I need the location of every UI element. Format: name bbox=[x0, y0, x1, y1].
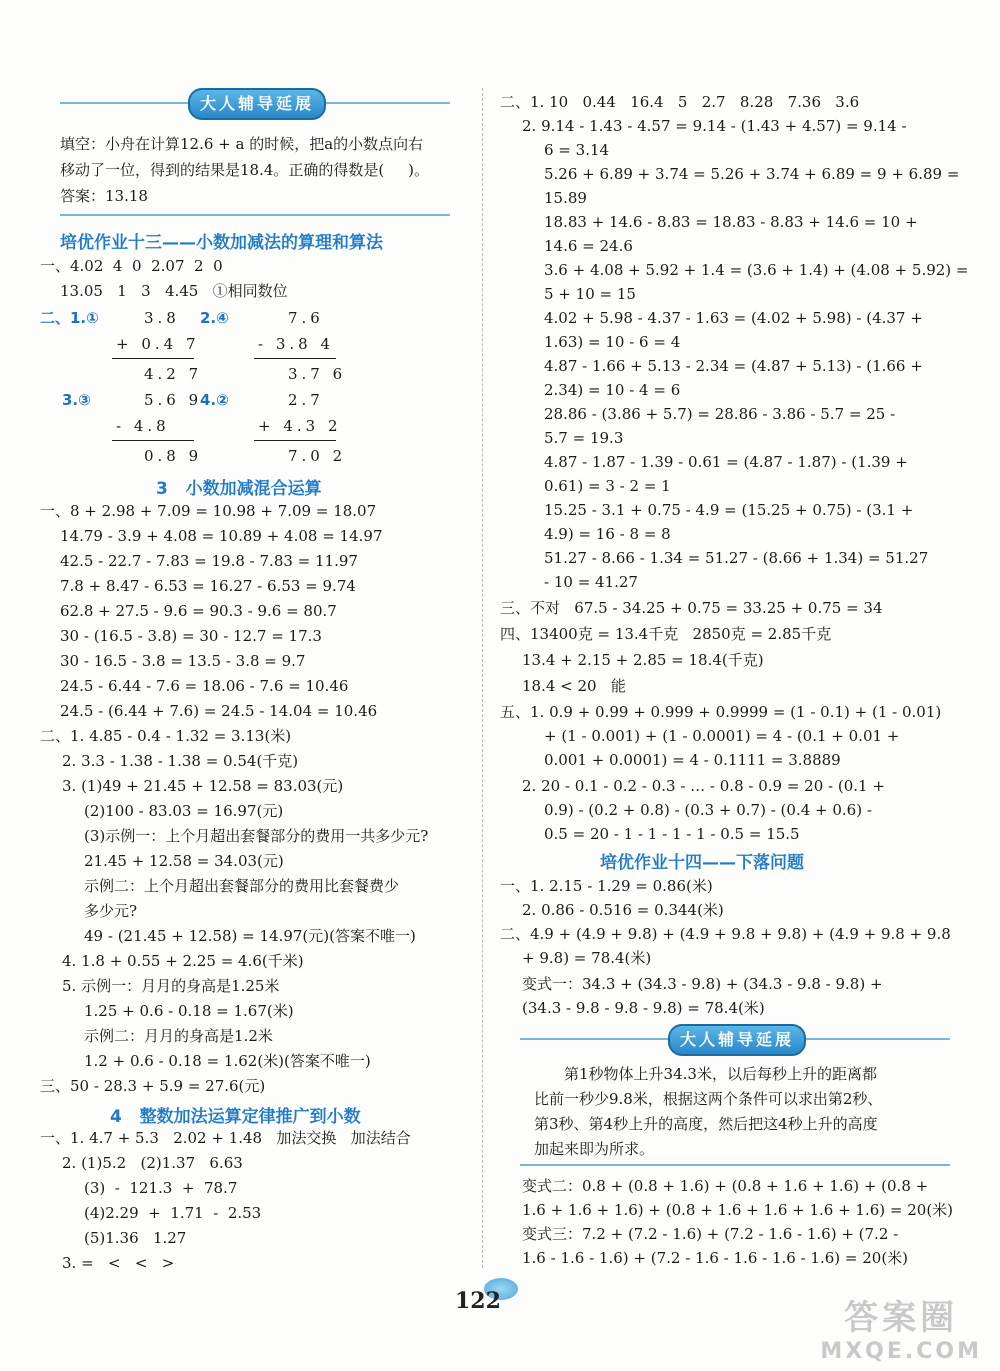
explanation-line: 加起来即为所求。 bbox=[534, 1140, 655, 1158]
answer-line: 2. 0.86 - 0.516 = 0.344(米) bbox=[522, 901, 724, 919]
answer-line: 5.7 = 19.3 bbox=[544, 429, 624, 447]
explanation-line: 比前一秒少9.8米，根据这两个条件可以求出第2秒、 bbox=[534, 1090, 883, 1108]
watermark-line1: 答案圈 bbox=[844, 1298, 959, 1338]
answer-line: (3) - 121.3 + 78.7 bbox=[84, 1179, 238, 1197]
answer-line: 62.8 + 27.5 - 9.6 = 90.3 - 9.6 = 80.7 bbox=[60, 602, 337, 620]
answer-line: 18.83 + 14.6 - 8.83 = 18.83 - 8.83 + 14.6 = 10 + bbox=[544, 213, 918, 231]
answer-line: - 10 = 41.27 bbox=[544, 573, 638, 591]
answer-line: 21.45 + 12.58 = 34.03(元) bbox=[84, 852, 284, 870]
answer-line: 3. = < < > bbox=[62, 1254, 175, 1272]
answer-line: (3)示例一：上个月超出套餐部分的费用一共多少元? bbox=[84, 827, 429, 845]
answer-line: 2.34) = 10 - 4 = 6 bbox=[544, 381, 681, 399]
answer-line: 30 - 16.5 - 3.8 = 13.5 - 3.8 = 9.7 bbox=[60, 652, 306, 670]
section-heading-13: 培优作业十三——小数加减法的算理和算法 bbox=[60, 233, 383, 253]
banner-title: 大人辅导延展 bbox=[668, 1024, 806, 1056]
answer-line: 三、50 - 28.3 + 5.9 = 27.6(元) bbox=[40, 1077, 266, 1095]
answer-line: + (1 - 0.001) + (1 - 0.0001) = 4 - (0.1 + 0.01 + bbox=[544, 727, 900, 745]
section-heading-14: 培优作业十四——下落问题 bbox=[600, 853, 804, 873]
variant-2-line: 1.6 + 1.6 + 1.6) + (0.8 + 1.6 + 1.6 + 1.6 + 1.6) = 20(米) bbox=[522, 1201, 954, 1219]
answer-line: 一、1. 2.15 - 1.29 = 0.86(米) bbox=[500, 877, 713, 895]
watermark bbox=[820, 1290, 982, 1364]
calc-rule bbox=[254, 440, 336, 441]
answer-line: 13.4 + 2.15 + 2.85 = 18.4(千克) bbox=[522, 651, 764, 669]
answer-line: 15.25 - 3.1 + 0.75 - 4.9 = (15.25 + 0.75) - (3.1 + bbox=[544, 501, 914, 519]
vertical-calc-result: 7.0 2 bbox=[288, 447, 347, 465]
answer-line: 一、8 + 2.98 + 7.09 = 10.98 + 7.09 = 18.07 bbox=[40, 502, 377, 520]
answer-line: 1.25 + 0.6 - 0.18 = 1.67(米) bbox=[84, 1002, 294, 1020]
parent-guide-banner bbox=[520, 1022, 950, 1056]
watermark-line2: MXQE.COM bbox=[820, 1339, 982, 1364]
answer-line: 5 + 10 = 15 bbox=[544, 285, 636, 303]
answer-line: 4.02 + 5.98 - 4.37 - 1.63 = (4.02 + 5.98) - (4.37 + bbox=[544, 309, 923, 327]
fill-answer: 答案：13.18 bbox=[60, 187, 148, 205]
fill-question-line2: 移动了一位，得到的结果是18.4。正确的得数是( )。 bbox=[60, 161, 429, 179]
answer-line: 一、4.02 4 0 2.07 2 0 bbox=[40, 257, 223, 275]
vertical-calc-operand: + 0.4 7 bbox=[116, 335, 200, 353]
question-tag: 4.② bbox=[200, 391, 229, 409]
answer-line: 1.2 + 0.6 - 0.18 = 1.62(米)(答案不唯一) bbox=[84, 1052, 371, 1070]
question-tag: 3.③ bbox=[62, 391, 91, 409]
answer-line: (4)2.29 + 1.71 - 2.53 bbox=[84, 1204, 262, 1222]
vertical-calc-top: 7.6 bbox=[288, 309, 324, 327]
answer-line: 14.6 = 24.6 bbox=[544, 237, 633, 255]
answer-line: 4.87 - 1.87 - 1.39 - 0.61 = (4.87 - 1.87) - (1.39 + bbox=[544, 453, 908, 471]
answer-line: 0.9) - (0.2 + 0.8) - (0.3 + 0.7) - (0.4 + 0.6) - bbox=[544, 801, 872, 819]
answer-line: 2. 9.14 - 1.43 - 4.57 = 9.14 - (1.43 + 4.57) = 9.14 - bbox=[522, 117, 907, 135]
answer-line: (5)1.36 1.27 bbox=[84, 1229, 187, 1247]
variant-2-line: 变式二：0.8 + (0.8 + 1.6) + (0.8 + 1.6 + 1.6) + (0.8 + bbox=[522, 1177, 929, 1195]
explanation-line: 第1秒物体上升34.3米，以后每秒上升的距离都 bbox=[564, 1065, 877, 1083]
page-number: 122 bbox=[455, 1288, 501, 1314]
vertical-calc-operand: - 4.8 bbox=[116, 417, 170, 435]
vertical-calc-result: 0.8 9 bbox=[144, 447, 203, 465]
answer-line: 2. (1)5.2 (2)1.37 6.63 bbox=[62, 1154, 243, 1172]
answer-line: 5. 示例一：月月的身高是1.25米 bbox=[62, 977, 280, 995]
vertical-calc-result: 4.2 7 bbox=[144, 365, 203, 383]
answer-line: 5.26 + 6.89 + 3.74 = 5.26 + 3.74 + 6.89 = 9 + 6.89 = bbox=[544, 165, 960, 183]
answer-line: 3.6 + 4.08 + 5.92 + 1.4 = (3.6 + 1.4) + (4.08 + 5.92) = bbox=[544, 261, 969, 279]
variant-1-line: (34.3 - 9.8 - 9.8 - 9.8) = 78.4(米) bbox=[522, 999, 765, 1017]
answer-line: 二、1. 4.85 - 0.4 - 1.32 = 3.13(米) bbox=[40, 727, 292, 745]
question-tag: 2.④ bbox=[200, 309, 229, 327]
answer-line: 42.5 - 22.7 - 7.83 = 19.8 - 7.83 = 11.97 bbox=[60, 552, 358, 570]
variant-1-line: 变式一：34.3 + (34.3 - 9.8) + (34.3 - 9.8 - 9.8) + bbox=[522, 975, 883, 993]
answer-line: 1.63) = 10 - 6 = 4 bbox=[544, 333, 681, 351]
question-tag: 二、1.① bbox=[40, 309, 99, 327]
section-heading-4: 4 整数加法运算定律推广到小数 bbox=[110, 1107, 361, 1127]
explanation-line: 第3秒、第4秒上升的高度，然后把这4秒上升的高度 bbox=[534, 1115, 878, 1133]
answer-line: 示例二：上个月超出套餐部分的费用比套餐费少 bbox=[84, 877, 400, 895]
banner-bottom-rule bbox=[520, 1164, 950, 1166]
answer-line: 0.5 = 20 - 1 - 1 - 1 - 1 - 0.5 = 15.5 bbox=[544, 825, 800, 843]
calc-rule bbox=[254, 358, 336, 359]
vertical-calc-operand: + 4.3 2 bbox=[258, 417, 342, 435]
calc-rule bbox=[112, 440, 194, 441]
answer-line: 2. 3.3 - 1.38 - 1.38 = 0.54(千克) bbox=[62, 752, 299, 770]
answer-line: (2)100 - 83.03 = 16.97(元) bbox=[84, 802, 284, 820]
fill-question-line1: 填空：小舟在计算12.6 + a 的时候，把a的小数点向右 bbox=[60, 135, 424, 153]
answer-line: 0.61) = 3 - 2 = 1 bbox=[544, 477, 671, 495]
vertical-calc-operand: - 3.8 4 bbox=[258, 335, 335, 353]
answer-line: 三、不对 67.5 - 34.25 + 0.75 = 33.25 + 0.75 = 34 bbox=[500, 599, 883, 617]
answer-line: 18.4 < 20 能 bbox=[522, 677, 626, 695]
answer-line: 2. 20 - 0.1 - 0.2 - 0.3 - … - 0.8 - 0.9 = 20 - (0.1 + bbox=[522, 777, 885, 795]
answer-line: 多少元? bbox=[84, 902, 138, 920]
answer-line: 6 = 3.14 bbox=[544, 141, 610, 159]
answer-line: 0.001 + 0.0001) = 4 - 0.1111 = 3.8889 bbox=[544, 751, 841, 769]
vertical-calc-result: 3.7 6 bbox=[288, 365, 347, 383]
section-heading-3: 3 小数加减混合运算 bbox=[156, 479, 322, 499]
answer-line: 24.5 - 6.44 - 7.6 = 18.06 - 7.6 = 10.46 bbox=[60, 677, 349, 695]
answer-line: 24.5 - (6.44 + 7.6) = 24.5 - 14.04 = 10.46 bbox=[60, 702, 378, 720]
variant-3-line: 1.6 - 1.6 - 1.6) + (7.2 - 1.6 - 1.6 - 1.6 - 1.6) = 20(米) bbox=[522, 1249, 909, 1267]
variant-3-line: 变式三：7.2 + (7.2 - 1.6) + (7.2 - 1.6 - 1.6) + (7.2 - bbox=[522, 1225, 899, 1243]
answer-line: 四、13400克 = 13.4千克 2850克 = 2.85千克 bbox=[500, 625, 832, 643]
answer-line: 4.9) = 16 - 8 = 8 bbox=[544, 525, 671, 543]
answer-line: 15.89 bbox=[544, 189, 587, 207]
banner-bottom-rule bbox=[60, 214, 450, 216]
calc-rule bbox=[112, 358, 194, 359]
banner-title: 大人辅导延展 bbox=[188, 88, 326, 120]
answer-line: 7.8 + 8.47 - 6.53 = 16.27 - 6.53 = 9.74 bbox=[60, 577, 356, 595]
vertical-calc-top: 2.7 bbox=[288, 391, 324, 409]
answer-line: 一、1. 4.7 + 5.3 2.02 + 1.48 加法交换 加法结合 bbox=[40, 1129, 411, 1147]
answer-line: 30 - (16.5 - 3.8) = 30 - 12.7 = 17.3 bbox=[60, 627, 322, 645]
answer-line: 3. (1)49 + 21.45 + 12.58 = 83.03(元) bbox=[62, 777, 344, 795]
answer-line: 二、1. 10 0.44 16.4 5 2.7 8.28 7.36 3.6 bbox=[500, 93, 860, 111]
answer-line: + 9.8) = 78.4(米) bbox=[522, 949, 652, 967]
answer-line: 二、4.9 + (4.9 + 9.8) + (4.9 + 9.8 + 9.8) + (4.9 + 9.8 + 9.8 bbox=[500, 925, 951, 943]
answer-line: 51.27 - 8.66 - 1.34 = 51.27 - (8.66 + 1.34) = 51.27 bbox=[544, 549, 929, 567]
answer-line: 14.79 - 3.9 + 4.08 = 10.89 + 4.08 = 14.97 bbox=[60, 527, 383, 545]
vertical-calc-top: 5.6 9 bbox=[144, 391, 203, 409]
parent-guide-banner bbox=[60, 86, 450, 120]
answer-line: 13.05 1 3 4.45 ①相同数位 bbox=[60, 282, 288, 300]
column-divider bbox=[482, 88, 483, 1268]
answer-line: 五、1. 0.9 + 0.99 + 0.999 + 0.9999 = (1 - 0.1) + (1 - 0.01) bbox=[500, 703, 942, 721]
answer-line: 28.86 - (3.86 + 5.7) = 28.86 - 3.86 - 5.7 = 25 - bbox=[544, 405, 896, 423]
answer-line: 4.87 - 1.66 + 5.13 - 2.34 = (4.87 + 5.13) - (1.66 + bbox=[544, 357, 923, 375]
vertical-calc-top: 3.8 bbox=[144, 309, 180, 327]
answer-line: 示例二：月月的身高是1.2米 bbox=[84, 1027, 273, 1045]
answer-line: 4. 1.8 + 0.55 + 2.25 = 4.6(千米) bbox=[62, 952, 304, 970]
answer-line: 49 - (21.45 + 12.58) = 14.97(元)(答案不唯一) bbox=[84, 927, 416, 945]
